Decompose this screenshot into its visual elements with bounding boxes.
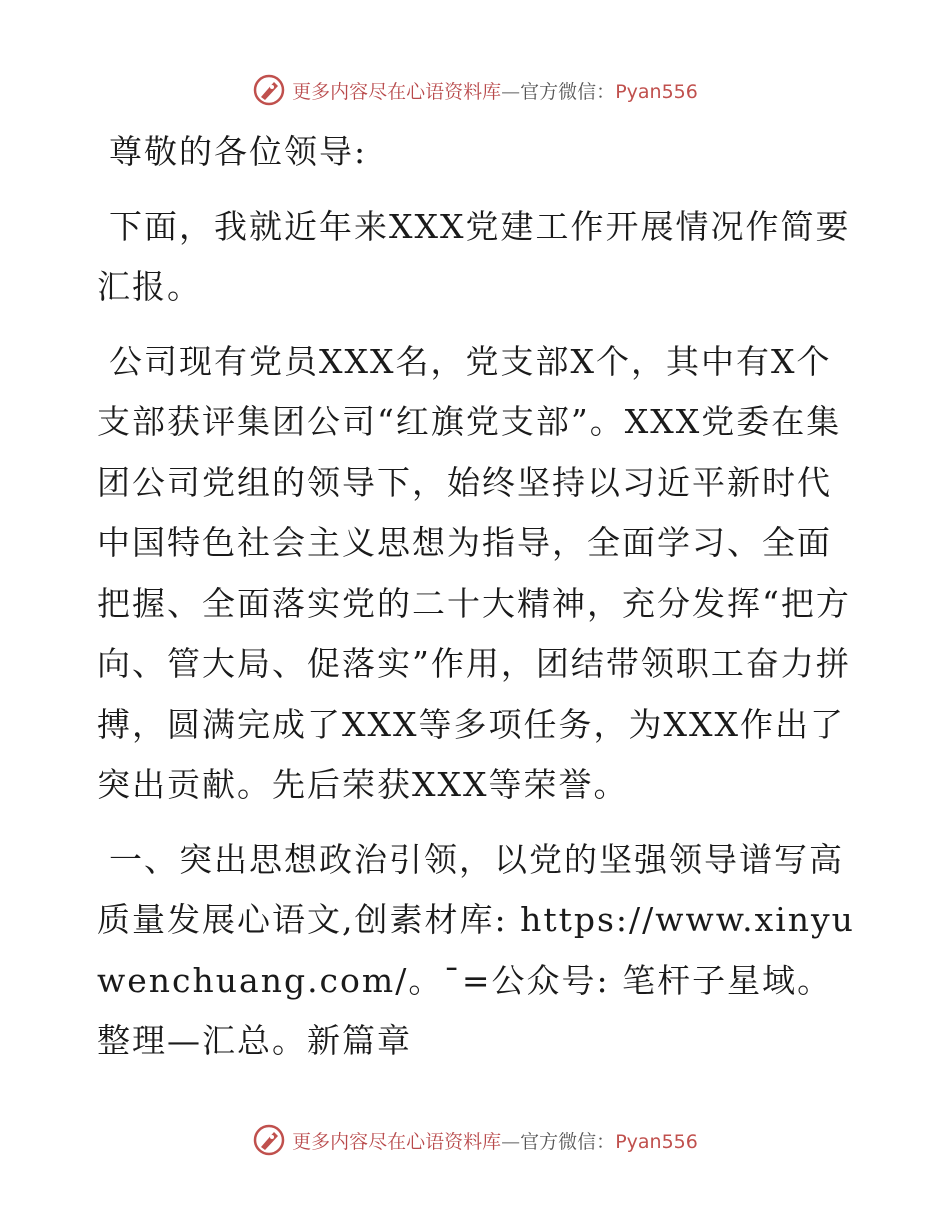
document-body (97, 122, 857, 1086)
salutation: 尊敬的各位领导: (109, 132, 368, 171)
banner-wechat-id: Pyan556 (615, 80, 698, 103)
paragraph-overview: 公司现有党员XXX名，党支部X个，其中有X个支部获评集团公司“红旗党支部”。XXX党委在集团公司党组的领导下，始终坚持以习近平新时代中国特色社会主义思想为指导，全面学习、全面把握、全面落实党的二十大精神，充分发挥“把方向、管大局、促落实”作用，团结带领职工奋力拼搏，圆满完成了XXX等多项任务，为XXX作出了突出贡献。先后荣获XXX等荣誉。 (97, 341, 851, 804)
banner-main-text: 更多内容尽在心语资料库 (292, 1130, 502, 1153)
footer-watermark-banner (0, 1120, 950, 1160)
banner-separator: — (501, 1130, 521, 1153)
paragraph-section-one: 一、突出思想政治引领，以党的坚强领导谱写高质量发展心语文,创素材库: https://www.xinyuwenchuang.com/。¯=公众号: 笔杆子星域。整理—汇总。新篇章 (97, 839, 855, 1060)
banner-wechat-label: 官方微信： (520, 1130, 616, 1153)
pen-nib-logo-icon (252, 73, 286, 107)
banner-text (292, 77, 698, 104)
banner-separator: — (501, 80, 521, 103)
banner-wechat-id: Pyan556 (615, 1130, 698, 1153)
banner-main-text: 更多内容尽在心语资料库 (292, 80, 502, 103)
pen-nib-logo-icon (252, 1123, 286, 1157)
banner-wechat-label: 官方微信： (520, 80, 616, 103)
banner-text (292, 1127, 698, 1154)
paragraph-intro: 下面，我就近年来XXX党建工作开展情况作简要汇报。 (97, 206, 851, 306)
header-watermark-banner (0, 70, 950, 110)
